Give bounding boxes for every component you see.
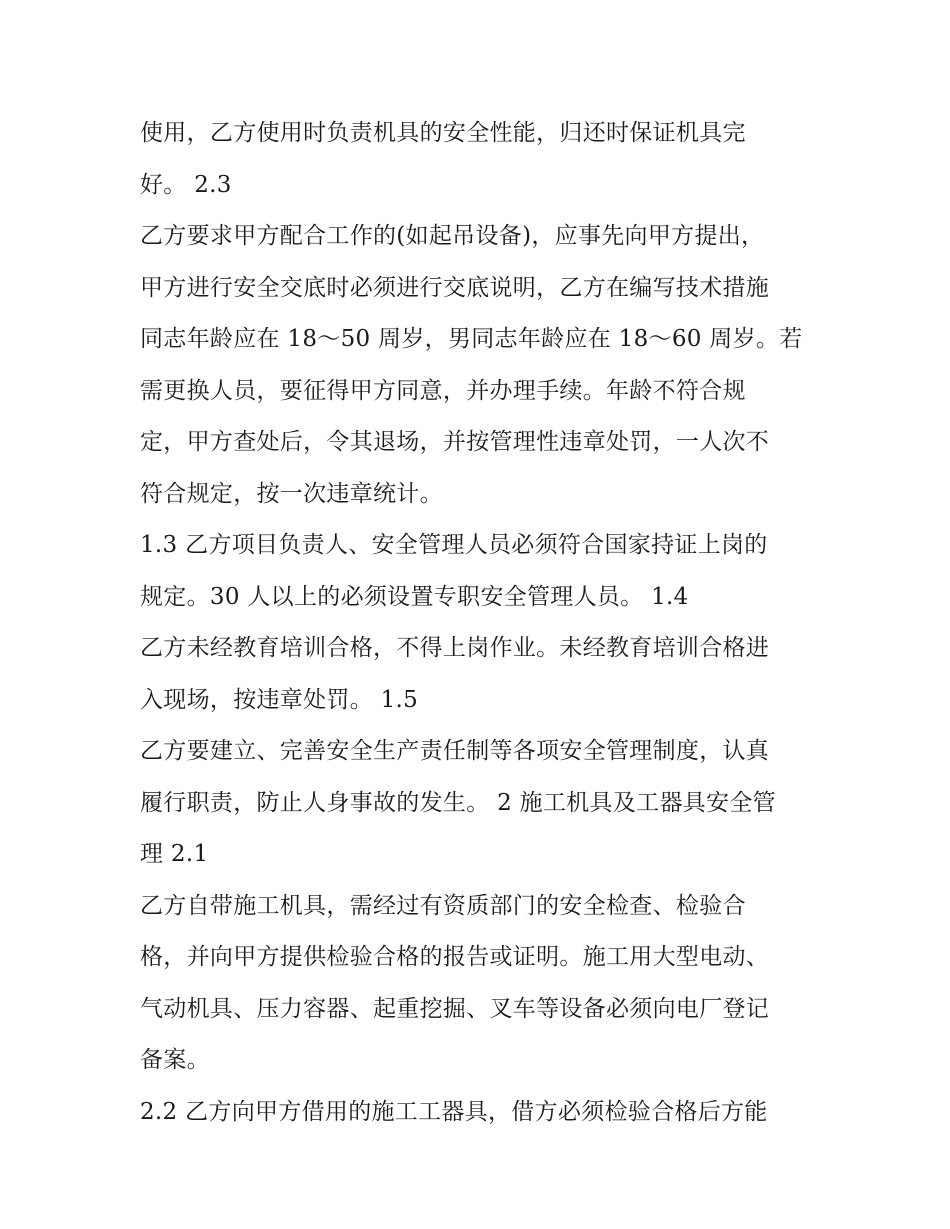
text-line: 1.3 乙方项目负责人、安全管理人员必须符合国家持证上岗的 [140, 532, 768, 558]
text-line: 履行职责，防止人身事故的发生。 2 施工机具及工器具安全管 [140, 789, 776, 816]
text-line: 2.2 乙方向甲方借用的施工工器具，借方必须检验合格后方能 [140, 1098, 768, 1125]
text-line: 甲方进行安全交底时必须进行交底说明，乙方在编写技术措施 [140, 274, 770, 301]
text-line: 格，并向甲方提供检验合格的报告或证明。施工用大型电动、 [140, 944, 770, 970]
text-line: 乙方要求甲方配合工作的(如起吊设备)，应事先向甲方提出， [140, 223, 765, 249]
text-line: 使用，乙方使用时负责机具的安全性能，归还时保证机具完 [140, 120, 746, 146]
text-line: 好。 2.3 [140, 171, 232, 198]
text-line: 乙方自带施工机具，需经过有资质部门的安全检查、检验合 [140, 892, 746, 919]
text-line: 备案。 [140, 1047, 210, 1073]
text-line: 乙方未经教育培训合格，不得上岗作业。未经教育培训合格进 [140, 635, 770, 661]
text-line: 气动机具、压力容器、起重挖掘、叉车等设备必须向电厂登记 [140, 995, 770, 1022]
text-line: 理 2.1 [140, 841, 209, 867]
text-line: 规定。30 人以上的必须设置专职安全管理人员。 1.4 [140, 583, 689, 610]
text-line: 入现场，按违章处罚。 1.5 [140, 686, 419, 713]
text-line: 乙方要建立、完善安全生产责任制等各项安全管理制度，认真 [140, 738, 770, 764]
document-body [140, 108, 830, 1138]
text-line: 符合规定，按一次违章统计。 [140, 480, 443, 507]
text-line: 需更换人员，要征得甲方同意，并办理手续。年龄不符合规 [140, 377, 746, 404]
text-line: 同志年龄应在 18～50 周岁，男同志年龄应在 18～60 周岁。若 [140, 326, 803, 352]
text-line: 定，甲方查处后，令其退场，并按管理性违章处罚，一人次不 [140, 429, 770, 455]
